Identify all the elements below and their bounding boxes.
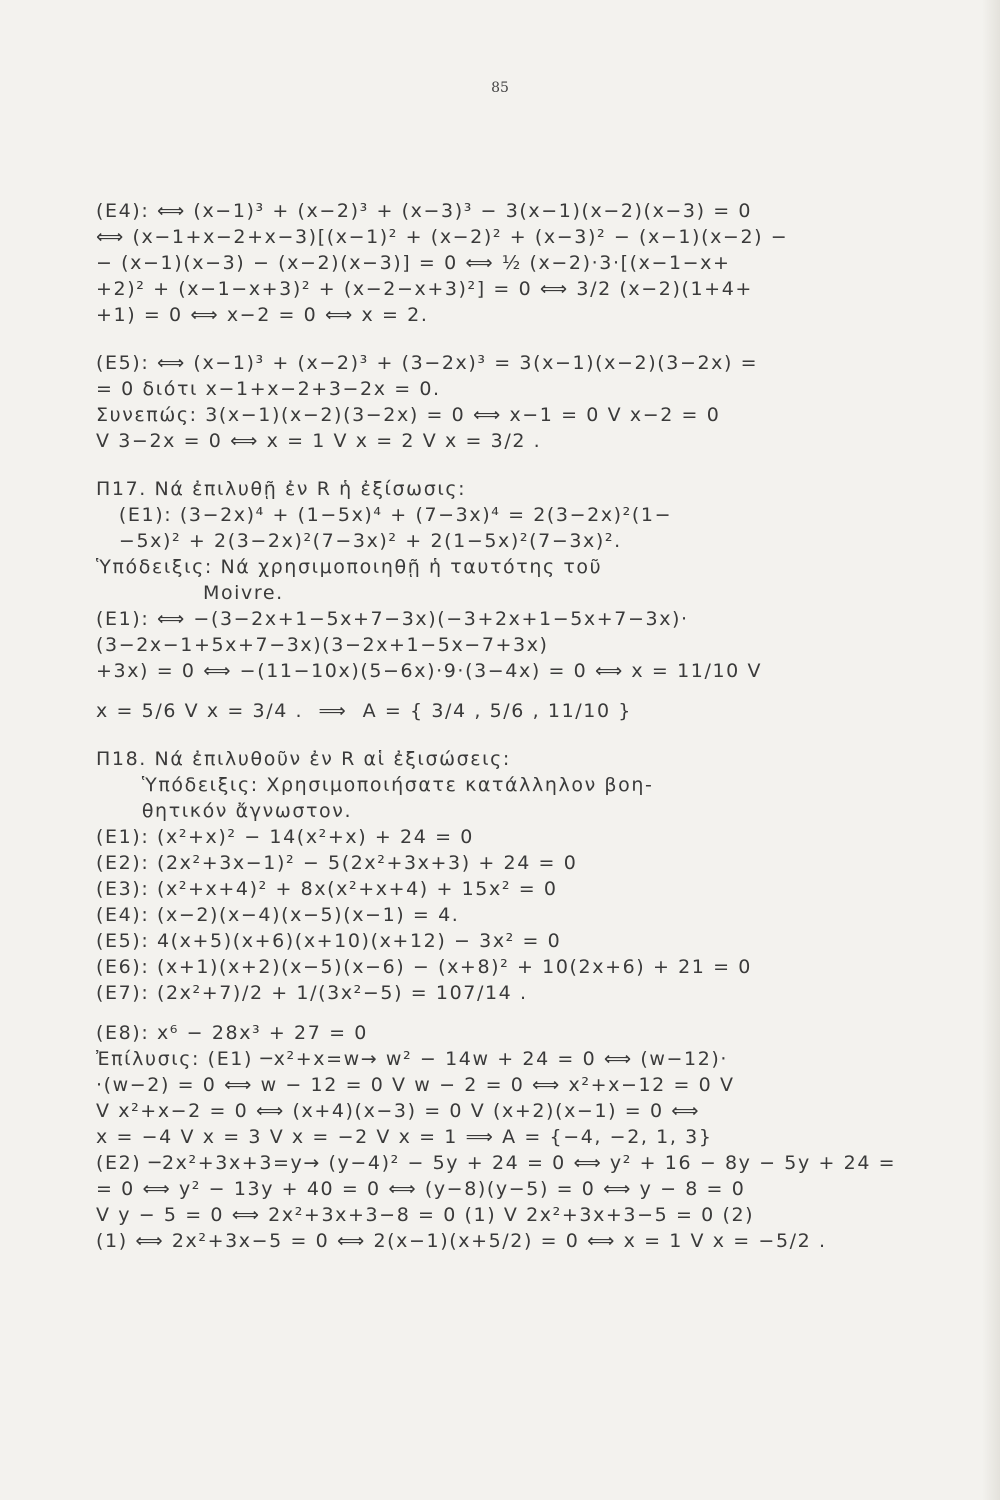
text-line: Ὑπόδειξις: Νά χρησιμοποιηθῇ ἡ ταυτότης τοῦ xyxy=(96,556,603,578)
text-line: = 0 ⟺ y² − 13y + 40 = 0 ⟺ (y−8)(y−5) = 0 ⟺ y − 8 = 0 xyxy=(96,1178,746,1200)
text-line: = 0 διότι x−1+x−2+3−2x = 0. xyxy=(96,378,441,400)
text-line: (E5): 4(x+5)(x+6)(x+10)(x+12) − 3x² = 0 xyxy=(96,930,562,952)
section-4 xyxy=(96,746,976,1254)
text-line: θητικόν ἄγνωστον. xyxy=(96,800,353,822)
text-line: V 3−2x = 0 ⟺ x = 1 V x = 2 V x = 3/2 . xyxy=(96,430,542,452)
text-line: x = −4 V x = 3 V x = −2 V x = 1 ⟹ A = {−4, −2, 1, 3} xyxy=(96,1126,713,1148)
text-line: (E2) ─2x²+3x+3=y→ (y−4)² − 5y + 24 = 0 ⟺ y² + 16 − 8y − 5y + 24 = xyxy=(96,1152,897,1174)
text-line: −5x)² + 2(3−2x)²(7−3x)² + 2(1−5x)²(7−3x)². xyxy=(96,530,622,552)
text-line: Ἐπίλυσις: (E1) ─x²+x=w→ w² − 14w + 24 = 0 ⟺ (w−12)· xyxy=(96,1048,729,1070)
text-line: V y − 5 = 0 ⟺ 2x²+3x+3−8 = 0 (1) V 2x²+3x+3−5 = 0 (2) xyxy=(96,1204,755,1226)
text-line: Συνεπώς: 3(x−1)(x−2)(3−2x) = 0 ⟺ x−1 = 0 V x−2 = 0 xyxy=(96,404,721,426)
text-line: (E6): (x+1)(x+2)(x−5)(x−6) − (x+8)² + 10(2x+6) + 21 = 0 xyxy=(96,956,752,978)
text-line: (E4): ⟺ (x−1)³ + (x−2)³ + (x−3)³ − 3(x−1)(x−2)(x−3) = 0 xyxy=(96,200,753,222)
text-line: +2)² + (x−1−x+3)² + (x−2−x+3)²] = 0 ⟺ 3/2 (x−2)(1+4+ xyxy=(96,278,753,300)
text-line: x = 5/6 V x = 3/4 . ⟹ A = { 3/4 , 5/6 , 11/10 } xyxy=(96,700,632,722)
text-line: (E1): (3−2x)⁴ + (1−5x)⁴ + (7−3x)⁴ = 2(3−2x)²(1− xyxy=(96,504,673,526)
section-3 xyxy=(96,476,976,724)
text-line: (E2): (2x²+3x−1)² − 5(2x²+3x+3) + 24 = 0 xyxy=(96,852,578,874)
handwritten-notes xyxy=(96,188,976,1254)
text-line: (E8): x⁶ − 28x³ + 27 = 0 xyxy=(96,1022,368,1044)
text-line: (E5): ⟺ (x−1)³ + (x−2)³ + (3−2x)³ = 3(x−1)(x−2)(3−2x) = xyxy=(96,352,759,374)
text-line: (E1): (x²+x)² − 14(x²+x) + 24 = 0 xyxy=(96,826,474,848)
text-line: (E1): ⟺ −(3−2x+1−5x+7−3x)(−3+2x+1−5x+7−3x)· xyxy=(96,608,689,630)
text-line: − (x−1)(x−3) − (x−2)(x−3)] = 0 ⟺ ½ (x−2)·3·[(x−1−x+ xyxy=(96,252,731,274)
text-line xyxy=(96,684,976,698)
text-line: ⟺ (x−1+x−2+x−3)[(x−1)² + (x−2)² + (x−3)² − (x−1)(x−2) − xyxy=(96,226,789,248)
text-line: Π18. Νά ἐπιλυθοῦν ἐν R αἱ ἐξισώσεις: xyxy=(96,748,511,770)
text-line: (3−2x−1+5x+7−3x)(3−2x+1−5x−7+3x) xyxy=(96,634,549,656)
text-line: (E3): (x²+x+4)² + 8x(x²+x+4) + 15x² = 0 xyxy=(96,878,558,900)
page-number: 85 xyxy=(491,80,509,96)
text-line: (E4): (x−2)(x−4)(x−5)(x−1) = 4. xyxy=(96,904,460,926)
text-line: V x²+x−2 = 0 ⟺ (x+4)(x−3) = 0 V (x+2)(x−1) = 0 ⟺ xyxy=(96,1100,701,1122)
page-edge xyxy=(982,0,1000,1500)
text-line: +1) = 0 ⟺ x−2 = 0 ⟺ x = 2. xyxy=(96,304,429,326)
text-line: Π17. Νά ἐπιλυθῇ ἐν R ἡ ἐξίσωσις: xyxy=(96,478,467,500)
text-line: Ὑπόδειξις: Χρησιμοποιήσατε κατάλληλον βοη- xyxy=(96,774,654,796)
text-line: Moivre. xyxy=(96,582,284,604)
text-line: +3x) = 0 ⟺ −(11−10x)(5−6x)·9·(3−4x) = 0 ⟺ x = 11/10 V xyxy=(96,660,763,682)
text-line: (E7): (2x²+7)/2 + 1/(3x²−5) = 107/14 . xyxy=(96,982,528,1004)
section-1 xyxy=(96,198,976,328)
text-line: (1) ⟺ 2x²+3x−5 = 0 ⟺ 2(x−1)(x+5/2) = 0 ⟺ x = 1 V x = −5/2 . xyxy=(96,1230,827,1252)
text-line xyxy=(96,1006,976,1020)
text-line: ·(w−2) = 0 ⟺ w − 12 = 0 V w − 2 = 0 ⟺ x²+x−12 = 0 V xyxy=(96,1074,735,1096)
section-2 xyxy=(96,350,976,454)
